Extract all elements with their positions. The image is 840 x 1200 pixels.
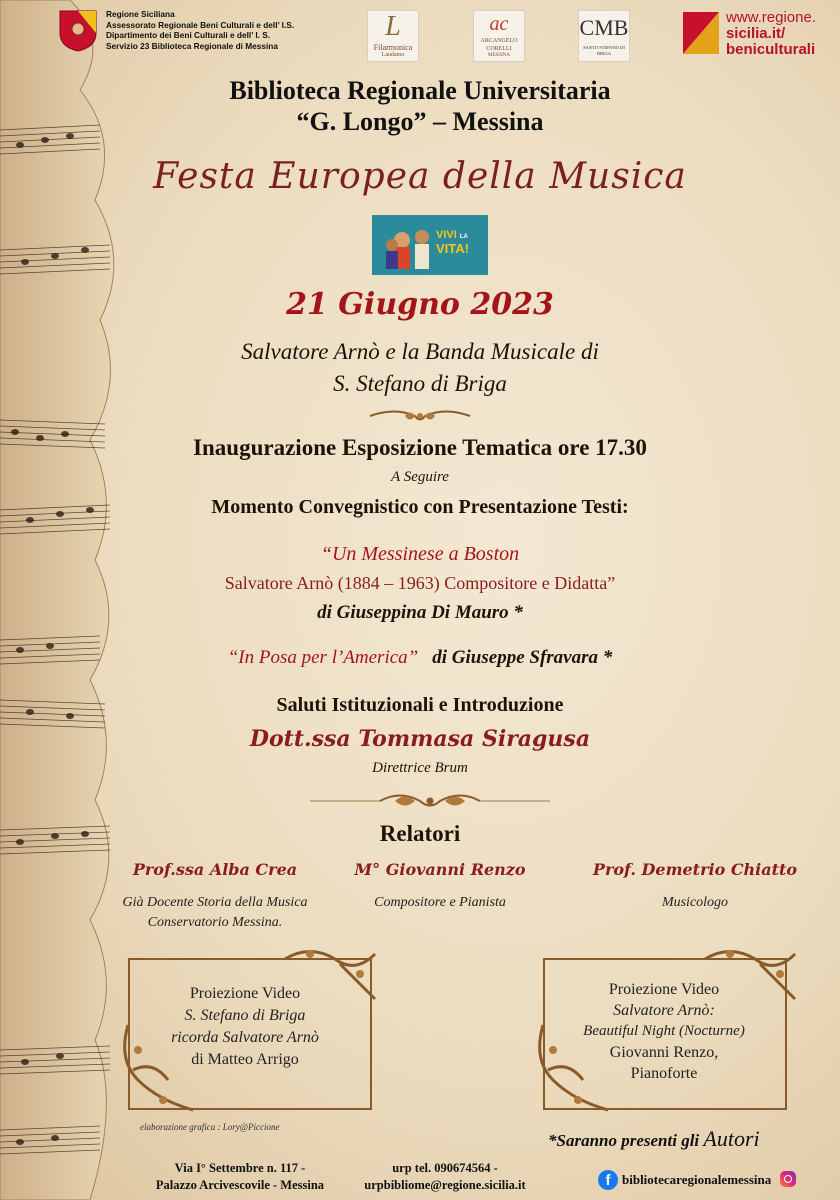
- santo-stefano-logo: CMB SANTO STEFANO DI BRIGA: [578, 10, 630, 62]
- regione-logo-icon: [683, 12, 719, 54]
- library-title-line1: Biblioteca Regionale Universitaria: [229, 76, 611, 105]
- autori-note: *Saranno presenti gli Autori: [548, 1126, 760, 1151]
- header-line-1: Regione Siciliana: [106, 9, 175, 19]
- relatore-desc-1: Già Docente Storia della Musica Conservatorio Messina.: [122, 895, 308, 930]
- book1-subtitle: Salvatore Arnò (1884 – 1963) Compositore e Didatta”: [224, 573, 616, 593]
- video-right-text: Proiezione Video Salvatore Arnò: Beautiful Night (Nocturne) Giovanni Renzo, Pianoforte: [583, 981, 745, 1082]
- book2-line: “In Posa per l’America” di Giuseppe Sfravara *: [227, 647, 613, 668]
- relatore-desc-2: Compositore e Pianista: [374, 895, 506, 910]
- ornament-divider-icon: [365, 405, 475, 427]
- sicilia-crest-icon: [58, 9, 98, 53]
- dottssa-name: Dott.ssa Tommasa Siragusa: [249, 726, 591, 752]
- corelli-logo: ac ARCANGELO CORELLI MESSINA: [473, 10, 525, 62]
- ornament-divider-2-icon: [310, 790, 550, 812]
- a-seguire-text: A Seguire: [391, 469, 449, 485]
- relatore-desc-3: Musicologo: [661, 895, 729, 910]
- relatore-name-3: Prof. Demetrio Chiatto: [592, 860, 798, 879]
- credits-text: elaborazione grafica : Lory@Piccione: [140, 1122, 280, 1132]
- header-line-4: Servizio 23 Biblioteca Regionale di Messina: [106, 40, 278, 51]
- filarmonica-logo: L Filarmonica Laudamo: [367, 10, 419, 62]
- book1-title: “Un Messinese a Boston: [320, 543, 520, 565]
- footer-contacts: urp tel. 090674564 - urpbibliome@regione.sicilia.it: [350, 1160, 540, 1194]
- relatori-heading: Relatori: [379, 821, 461, 846]
- footer-address: Via I° Settembre n. 117 - Palazzo Arcivescovile - Messina: [155, 1161, 325, 1192]
- facebook-icon[interactable]: f: [598, 1170, 618, 1190]
- relatore-name-2: M° Giovanni Renzo: [354, 860, 526, 879]
- video-left-text: Proiezione Video S. Stefano di Briga ricorda Salvatore Arnò di Matteo Arrigo: [171, 985, 319, 1068]
- momento-text: Momento Convegnistico con Presentazione Testi:: [211, 496, 629, 518]
- footer-email-link[interactable]: urpbibliome@regione.sicilia.it: [364, 1178, 526, 1192]
- library-title-line2: “G. Longo” – Messina: [296, 107, 544, 136]
- direttrice-text: Direttrice Brum: [372, 760, 468, 776]
- instagram-icon[interactable]: [780, 1171, 796, 1187]
- book1-author: di Giuseppina Di Mauro *: [317, 602, 523, 623]
- saluti-text: Saluti Istituzionali e Introduzione: [276, 694, 564, 716]
- relatore-name-1: Prof.ssa Alba Crea: [132, 860, 298, 879]
- header-line-3: Dipartimento dei Beni Culturali e dell’ I. S.: [106, 30, 271, 40]
- facebook-handle[interactable]: bibliotecaregionalemessina: [622, 1172, 772, 1187]
- event-date: 21 Giugno 2023: [286, 287, 554, 322]
- header-line-2: Assessorato Regionale Beni Culturali e dell’ I.S.: [106, 19, 295, 30]
- festa-title: Festa Europea della Musica: [153, 156, 687, 197]
- vivi-la-vita-image: VIVI LA VITA!: [372, 215, 488, 275]
- regione-url[interactable]: www.regione. sicilia.it/ beniculturali: [725, 9, 816, 58]
- inaugurazione-text: Inaugurazione Esposizione Tematica ore 17.30: [193, 435, 647, 460]
- event-subtitle: Salvatore Arnò e la Banda Musicale di S. Stefano di Briga: [241, 339, 599, 396]
